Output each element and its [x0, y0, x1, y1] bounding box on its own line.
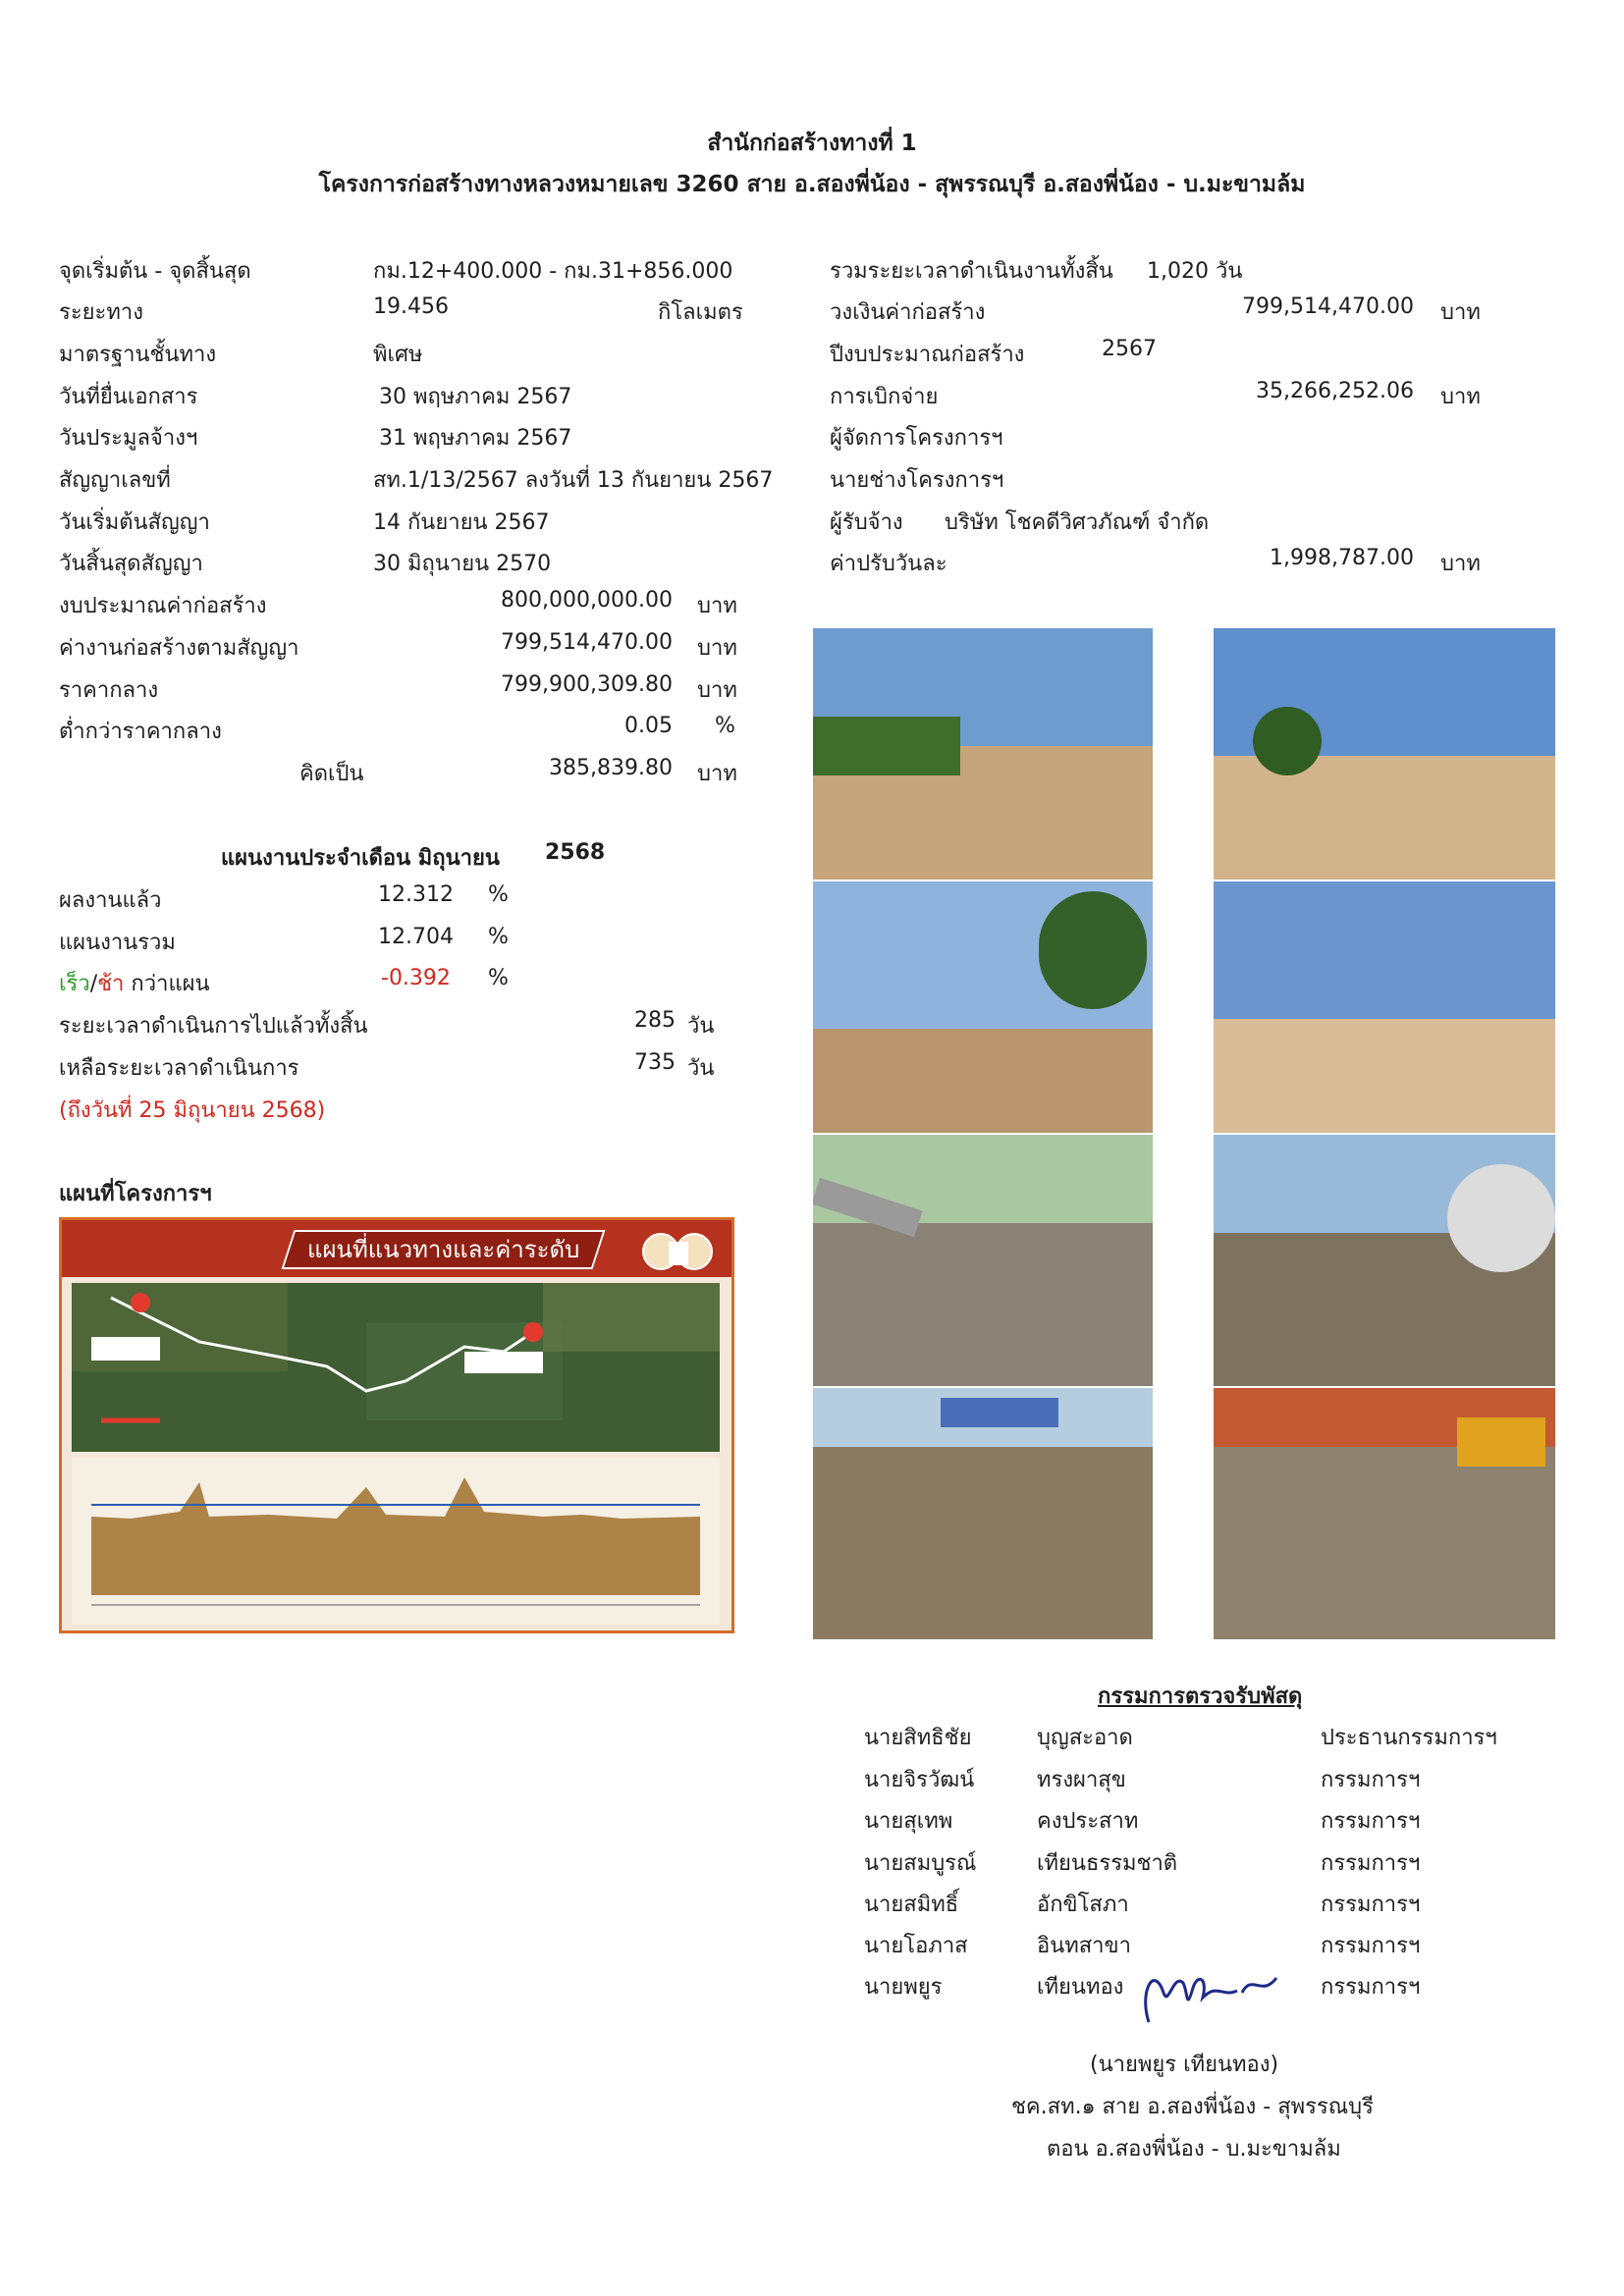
- site-photo: [1214, 881, 1555, 1133]
- plan-label: [59, 966, 210, 1000]
- info-unit: กิโลเมตร: [658, 300, 743, 325]
- plan-unit: วัน: [687, 1056, 715, 1081]
- member-last-name: เทียนธรรมชาติ: [1037, 1851, 1178, 1876]
- info-value: 14 กันยายน 2567: [373, 510, 550, 535]
- budget-unit: บาท: [697, 636, 737, 661]
- info-label: สัญญาเลขที่: [59, 468, 171, 493]
- member-role: ประธานกรรมการฯ: [1321, 1726, 1497, 1750]
- member-first-name: นายสมบูรณ์: [864, 1851, 977, 1876]
- site-photo: [813, 1135, 1153, 1386]
- signer-name: (นายพยูร เทียนทอง): [1090, 2053, 1279, 2077]
- info-value: 19.456: [373, 294, 449, 319]
- info-value: 30 พฤษภาคม 2567: [379, 385, 572, 409]
- member-first-name: นายสิทธิชัย: [864, 1726, 972, 1750]
- plan-unit: %: [488, 882, 509, 907]
- project-title: โครงการก่อสร้างทางหลวงหมายเลข 3260 สาย อ.สองพี่น้อง - สุพรรณบุรี อ.สองพี่น้อง - บ.มะขามล้ม: [318, 172, 1306, 197]
- member-role: กรรมการฯ: [1321, 1893, 1421, 1917]
- info-value: 35,266,252.06: [1256, 379, 1414, 403]
- plan-value: 735: [634, 1050, 676, 1075]
- site-photo: [813, 628, 1153, 880]
- info-value: กม.12+400.000 - กม.31+856.000: [373, 259, 733, 284]
- info-label: ปีงบประมาณก่อสร้าง: [830, 343, 1025, 367]
- member-first-name: นายสมิทธิ์: [864, 1893, 959, 1917]
- info-label: วงเงินค่าก่อสร้าง: [830, 300, 986, 325]
- plan-value: 285: [634, 1008, 676, 1033]
- plan-value: 12.704: [378, 925, 454, 949]
- info-value: พิเศษ: [373, 343, 423, 367]
- plan-year: 2568: [545, 840, 606, 865]
- member-last-name: อักขิโสภา: [1037, 1893, 1129, 1917]
- member-last-name: คงประสาท: [1037, 1809, 1139, 1834]
- plan-label: เหลือระยะเวลาดำเนินการ: [59, 1056, 299, 1081]
- member-first-name: นายจิรวัฒน์: [864, 1768, 975, 1792]
- signer-position-line1: ชค.สท.๑ สาย อ.สองพี่น้อง - สุพรรณบุรี: [1011, 2095, 1374, 2119]
- budget-label: งบประมาณค่าก่อสร้าง: [59, 594, 267, 618]
- plan-value: 12.312: [378, 882, 454, 907]
- info-label: มาตรฐานชั้นทาง: [59, 343, 217, 367]
- slow-text: ช้า: [97, 972, 125, 996]
- budget-label: ค่างานก่อสร้างตามสัญญา: [59, 636, 299, 661]
- plan-label: แผนงานรวม: [59, 931, 176, 955]
- budget-unit: %: [715, 714, 735, 738]
- info-value: 30 มิถุนายน 2570: [373, 552, 552, 576]
- office-title: สำนักก่อสร้างทางที่ 1: [707, 131, 917, 156]
- site-photo: [813, 881, 1153, 1133]
- budget-label: ต่ำกว่าราคากลาง: [59, 720, 222, 744]
- info-label: วันเริ่มต้นสัญญา: [59, 510, 210, 535]
- budget-unit: บาท: [697, 762, 737, 786]
- map-banner-label: แผนที่แนวทางและค่าระดับ: [307, 1236, 580, 1263]
- committee-title: กรรมการตรวจรับพัสดุ: [1098, 1684, 1303, 1709]
- slash-text: /: [89, 972, 98, 996]
- plan-label: ผลงานแล้ว: [59, 888, 162, 913]
- elevation-profile: [72, 1458, 720, 1625]
- site-photo: [1214, 1135, 1555, 1386]
- info-label: จุดเริ่มต้น - จุดสิ้นสุด: [59, 259, 251, 284]
- budget-value: 385,839.80: [549, 756, 673, 780]
- info-label: วันสิ้นสุดสัญญา: [59, 552, 203, 576]
- signature: [1129, 1953, 1296, 2042]
- signer-position-line2: ตอน อ.สองพี่น้อง - บ.มะขามล้ม: [1047, 2137, 1341, 2162]
- budget-value: 800,000,000.00: [501, 588, 673, 613]
- info-label: รวมระยะเวลาดำเนินงานทั้งสิ้น: [830, 259, 1113, 284]
- budget-label: ราคากลาง: [59, 678, 159, 703]
- member-role: กรรมการฯ: [1321, 1934, 1421, 1958]
- member-last-name: ทรงผาสุข: [1037, 1768, 1126, 1792]
- department-emblem-icon: [639, 1224, 718, 1273]
- site-photo: [813, 1388, 1153, 1639]
- member-role: กรรมการฯ: [1321, 1851, 1421, 1876]
- budget-value: 799,514,470.00: [501, 630, 673, 655]
- info-label: ผู้จัดการโครงการฯ: [830, 426, 1003, 451]
- budget-value: 0.05: [624, 714, 673, 738]
- member-role: กรรมการฯ: [1321, 1975, 1421, 2000]
- vs-plan-text: กว่าแผน: [124, 972, 210, 996]
- info-label: การเบิกจ่าย: [830, 385, 939, 409]
- member-first-name: นายโอภาส: [864, 1934, 968, 1958]
- info-label: ผู้รับจ้าง: [830, 510, 903, 535]
- member-last-name: บุญสะอาด: [1037, 1726, 1133, 1750]
- info-value: 1,998,787.00: [1270, 546, 1414, 570]
- site-photo: [1214, 1388, 1555, 1639]
- info-value: สท.1/13/2567 ลงวันที่ 13 กันยายน 2567: [373, 468, 774, 493]
- info-value: 31 พฤษภาคม 2567: [379, 426, 572, 451]
- info-value: 799,514,470.00: [1242, 294, 1414, 319]
- plan-unit: %: [488, 966, 509, 990]
- member-last-name: อินทสาขา: [1037, 1934, 1131, 1958]
- satellite-map: [72, 1283, 720, 1452]
- member-first-name: นายพยูร: [864, 1975, 943, 2000]
- member-first-name: นายสุเทพ: [864, 1809, 953, 1834]
- site-photo: [1214, 628, 1555, 880]
- budget-unit: บาท: [697, 594, 737, 618]
- info-label: วันประมูลจ้างฯ: [59, 426, 198, 451]
- budget-value: 799,900,309.80: [501, 672, 673, 697]
- info-label: ระยะทาง: [59, 300, 143, 325]
- map-banner: [62, 1220, 731, 1277]
- fast-text: เร็ว: [59, 972, 90, 996]
- info-value: 2567: [1102, 337, 1157, 361]
- info-value: 1,020 วัน: [1147, 259, 1243, 284]
- info-label: วันที่ยื่นเอกสาร: [59, 385, 198, 409]
- member-last-name: เทียนทอง: [1037, 1975, 1124, 2000]
- member-role: กรรมการฯ: [1321, 1809, 1421, 1834]
- info-unit: บาท: [1440, 385, 1481, 409]
- plan-diff-value: -0.392: [381, 966, 451, 990]
- plan-title: แผนงานประจำเดือน มิถุนายน: [221, 846, 500, 871]
- plan-unit: %: [488, 925, 509, 949]
- project-map: [59, 1217, 734, 1633]
- info-unit: บาท: [1440, 552, 1481, 576]
- info-label: นายช่างโครงการฯ: [830, 468, 1004, 493]
- as-of-date: (ถึงวันที่ 25 มิถุนายน 2568): [59, 1098, 326, 1123]
- info-label: ค่าปรับวันละ: [830, 552, 947, 576]
- info-unit: บาท: [1440, 300, 1481, 325]
- budget-label: คิดเป็น: [299, 762, 364, 786]
- plan-label: ระยะเวลาดำเนินการไปแล้วทั้งสิ้น: [59, 1014, 368, 1039]
- map-heading: แผนที่โครงการฯ: [59, 1182, 212, 1206]
- budget-unit: บาท: [697, 678, 737, 703]
- member-role: กรรมการฯ: [1321, 1768, 1421, 1792]
- map-banner-text: [282, 1230, 606, 1269]
- info-value: บริษัท โชคดีวิศวภัณฑ์ จำกัด: [945, 510, 1210, 535]
- plan-unit: วัน: [687, 1014, 715, 1039]
